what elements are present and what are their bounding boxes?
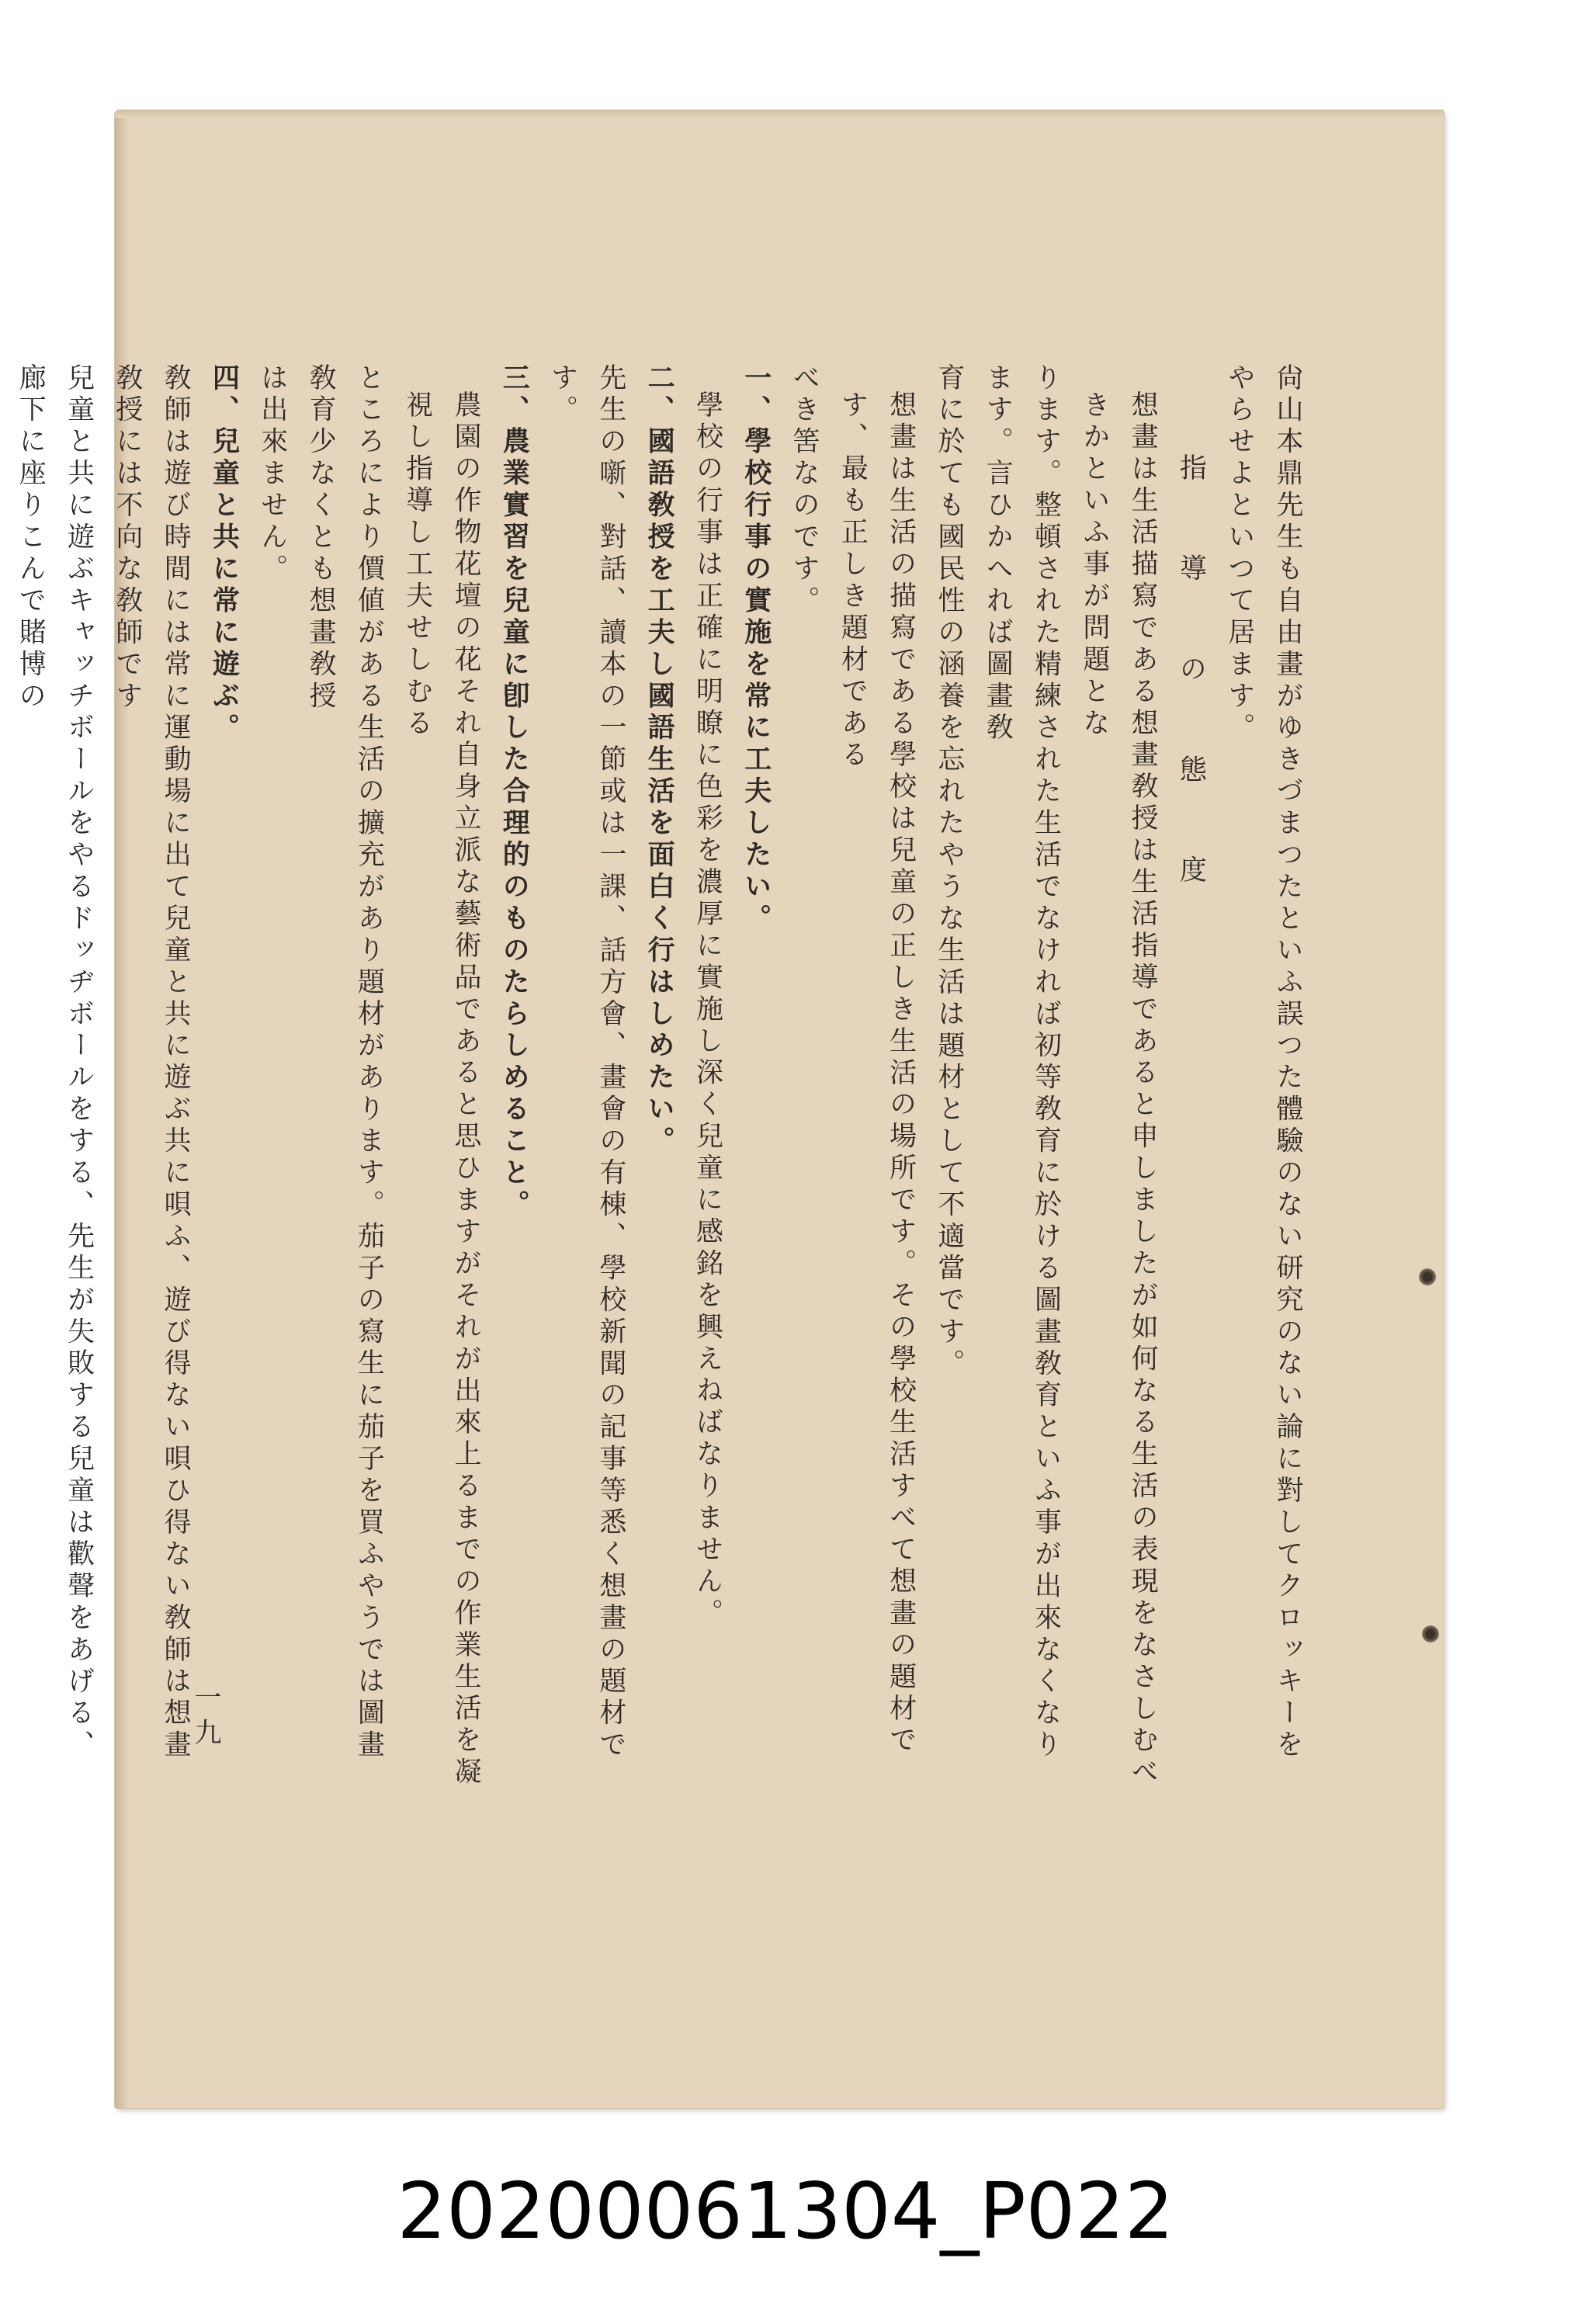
- numbered-heading: 四、兒童と共に常に遊ぶ。: [208, 363, 241, 745]
- text-line: 農園の作物花壇の花それ自身立派な藝術品であると思ひますがそれが出來上るまでの作業生活を凝視し指導し工夫せしむる: [401, 390, 481, 1789]
- archive-id-caption: 20200061304_P022: [397, 2166, 1174, 2256]
- paper-top-edge: [115, 110, 1444, 118]
- binding-hole-top: [1419, 1268, 1436, 1285]
- page-number: 一九: [190, 1683, 221, 1753]
- text-line: 尙山本鼎先生も自由畫がゆきづまつたといふ誤つた體驗のない研究のない論に對してクロッキーをやらせよといつて居ます。: [1223, 363, 1303, 1762]
- numbered-heading: 三、農業實習を兒童に卽した合理的のものたらしめること。: [498, 363, 531, 1222]
- section-title: 指 導 の 態 度: [1175, 453, 1207, 906]
- binding-hole-bottom: [1422, 1625, 1439, 1642]
- text-line: 先生の噺、對話、讀本の一節或は一課、話方會、畫會の有棟、學校新聞の記事等悉く想畫の題材です。: [546, 363, 626, 1762]
- text-line: 兒童と共に遊ぶキャッチボールをやるドッヂボールをする、先生が失敗する兒童は歡聲をあげる、廊下に座りこんで賭博の: [15, 363, 95, 1762]
- text-line: ところにより價値がある生活の擴充があり題材があります。茄子の寫生に茄子を買ふやうでは圖畫敎育少なくとも想畫敎授: [305, 363, 385, 1762]
- numbered-heading: 一、學校行事の實施を常に工夫したい。: [740, 363, 772, 936]
- numbered-heading: 二、國語敎授を工夫し國語生活を面白く行はしめたい。: [643, 363, 676, 1158]
- text-line: 學校の行事は正確に明瞭に色彩を濃厚に實施し深く兒童に感銘を興えねばなりません。: [692, 390, 723, 1631]
- text-line: 敎師は遊び時間には常に運動場に出て兒童と共に遊ぶ共に唄ふ、遊び得ない唄ひ得ない敎師は想畫敎授には不向な敎師です: [111, 363, 192, 1762]
- text-line: ります。整頓された精練された生活でなければ初等敎育に於ける圖畫敎育といふ事が出來なくなります。言ひかへれば圖畫敎: [982, 363, 1062, 1762]
- text-line: べき筈なのです。: [789, 363, 820, 618]
- text-line: 育に於ても國民性の涵養を忘れたやうな生活は題材として不適當です。: [933, 363, 965, 1381]
- text-line: 想畫は生活の描寫である學校は兒童の正しき生活の場所です。その學校生活すべて想畫の題材です、最も正しき題材である: [837, 390, 917, 1757]
- text-line: [0, 363, 6, 1792]
- text-line: 想畫は生活描寫である想畫敎授は生活指導であると申しましたが如何なる生活の表現をなさしむべきかといふ事が問題とな: [1078, 390, 1159, 1789]
- text-line: は出來ません。: [256, 363, 288, 586]
